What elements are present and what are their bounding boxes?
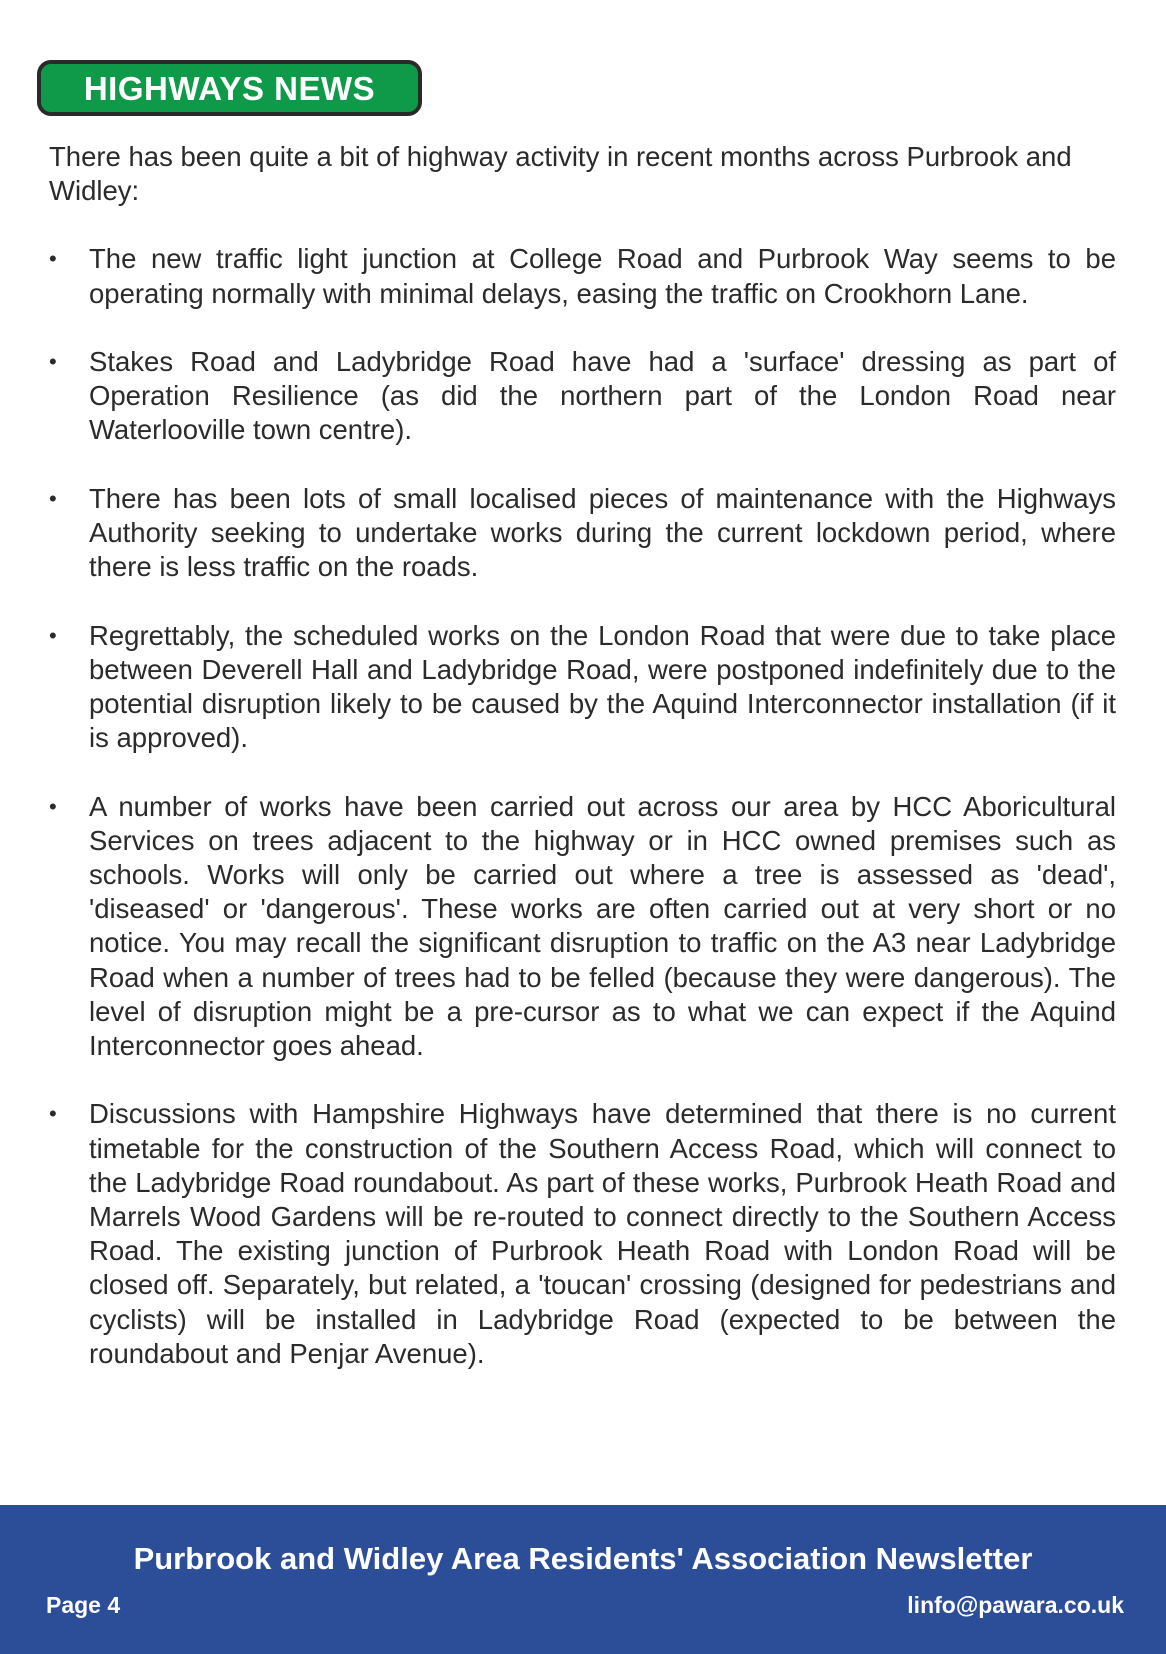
contact-email-link[interactable]: linfo@pawara.co.uk (907, 1592, 1124, 1618)
article-body (49, 140, 1116, 1405)
list-item (49, 619, 1116, 756)
bullet-icon: • (49, 1101, 57, 1127)
section-heading: HIGHWAYS NEWS (83, 70, 376, 107)
list-item-text: The new traffic light junction at College Road and Purbrook Way seems to be operating normally with minimal delays, easing the traffic on Crookhorn Lane. (89, 243, 1116, 309)
list-item (49, 790, 1116, 1064)
bullet-icon: • (49, 485, 57, 511)
page-footer (0, 1505, 1166, 1654)
bullet-icon: • (49, 246, 57, 272)
list-item (49, 482, 1116, 585)
news-list (49, 242, 1116, 1371)
list-item (49, 345, 1116, 448)
newsletter-title: Purbrook and Widley Area Residents' Association Newsletter (133, 1541, 1033, 1576)
list-item-text: There has been lots of small localised pieces of maintenance with the Highways Authority seeking to undertake works during the current lockdown period, where there is less traffic on the roads. (89, 482, 1116, 583)
list-item-text: Stakes Road and Ladybridge Road have had a 'surface' dressing as part of Operation Resilience (as did the northern part of the London Road near Waterlooville town centre). (89, 346, 1116, 446)
list-item-text: Regrettably, the scheduled works on the London Road that were due to take place between Deverell Hall and Ladybridge Road, were postponed indefinitely due to the potential disruption likely to be caused by the Aquind Interconnector installation (if it is approved). (89, 619, 1116, 754)
article-intro: There has been quite a bit of highway activity in recent months across Purbrook and Widley: (49, 141, 1072, 207)
bullet-icon: • (49, 793, 57, 819)
page-number: Page 4 (46, 1592, 121, 1618)
list-item-text: A number of works have been carried out across our area by HCC Aboricultural Services on trees adjacent to the highway or in HCC owned premises such as schools. Works will only be carried out where a tree is assessed as 'dead', 'diseased' or 'dangerous'. These works are often carried out at very short or no notice. You may recall the significant disruption to traffic on the A3 near Ladybridge Road when a number of trees had to be felled (because they were dangerous). The level of disruption might be a pre-cursor as to what we can expect if the Aquind Interconnector goes ahead. (89, 790, 1116, 1062)
list-item (49, 242, 1116, 310)
list-item-text: Discussions with Hampshire Highways have determined that there is no current timetable for the construction of the Southern Access Road, which will connect to the Ladybridge Road roundabout. As part of these works, Purbrook Heath Road and Marrels Wood Gardens will be re-routed to connect directly to the Southern Access Road. The existing junction of Purbrook Heath Road with London Road will be closed off. Separately, but related, a 'toucan' crossing (designed for pedestrians and cyclists) will be installed in Ladybridge Road (expected to be between the roundabout and Penjar Avenue). (89, 1098, 1116, 1369)
list-item (49, 1097, 1116, 1371)
bullet-icon: • (49, 622, 57, 648)
bullet-icon: • (49, 349, 57, 374)
section-heading-badge (37, 60, 422, 116)
